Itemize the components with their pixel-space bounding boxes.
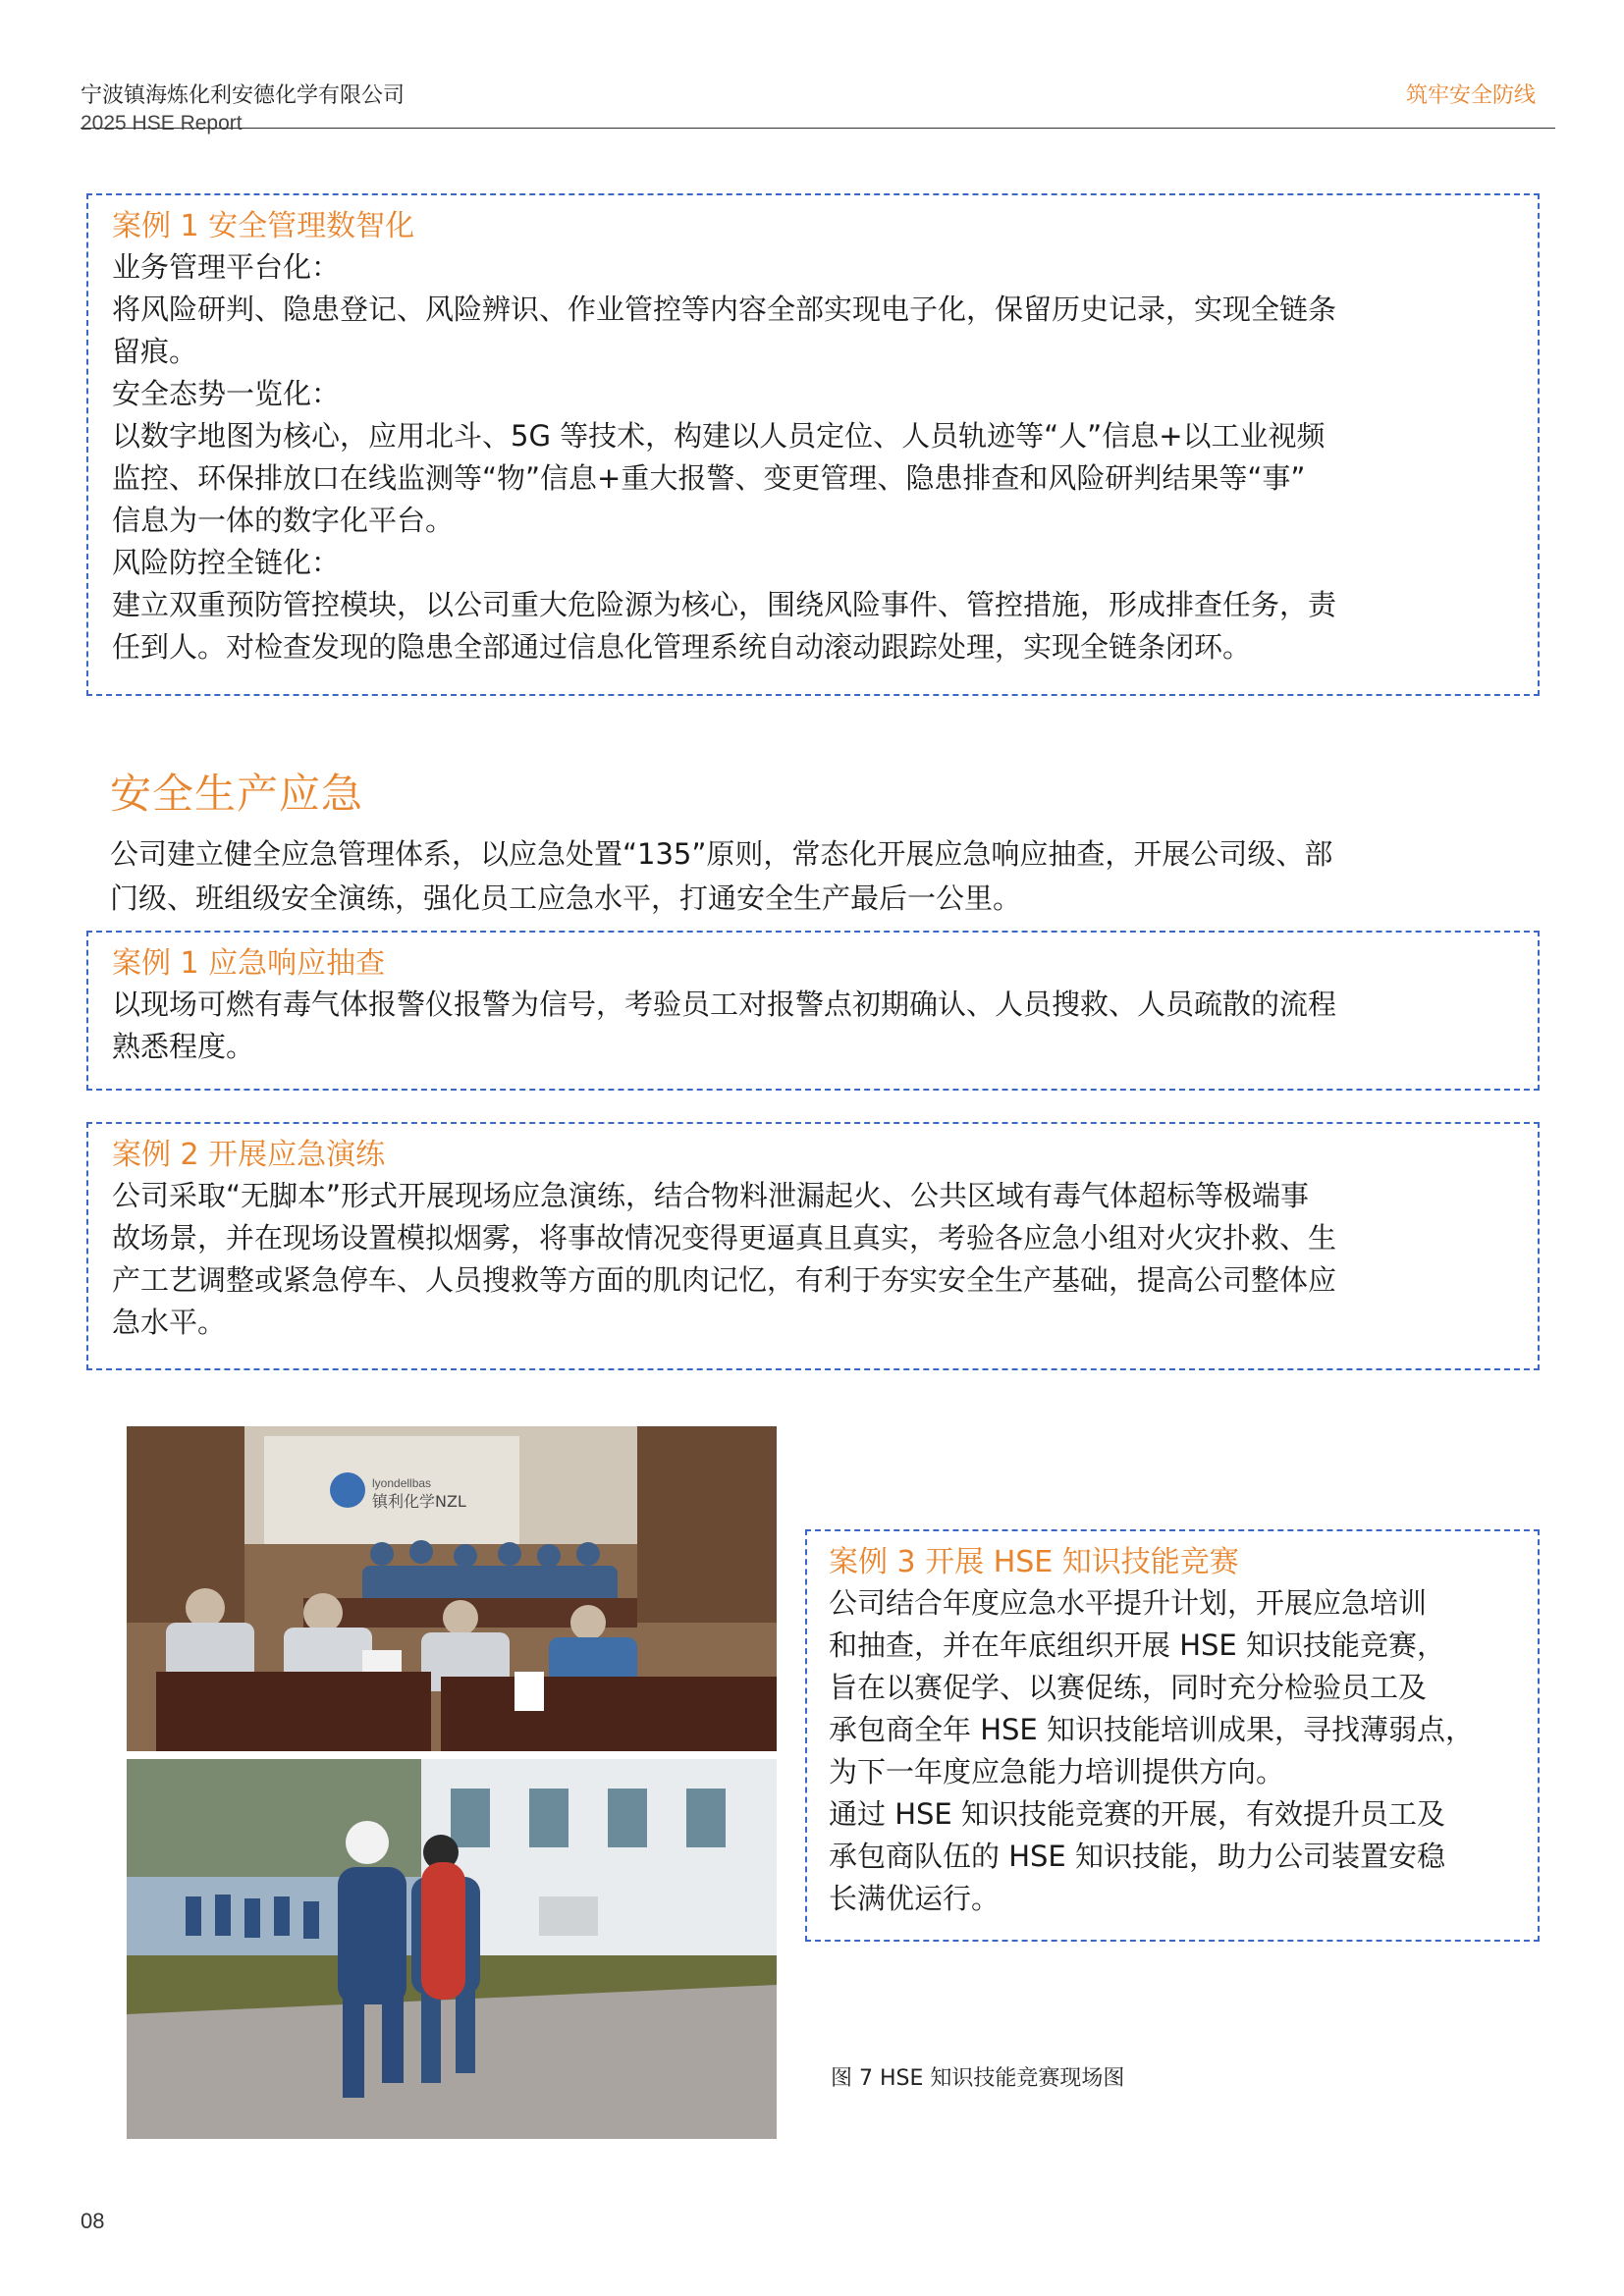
- photo-rescue-drill: [127, 1759, 777, 2139]
- case-line: 安全态势一览化：: [112, 377, 341, 410]
- case-line: 留痕。: [112, 335, 198, 368]
- case-box-emergency-response: [86, 931, 1540, 1091]
- case-line: 风险防控全链化：: [112, 546, 341, 579]
- case-line: 产工艺调整或紧急停车、人员搜救等方面的肌肉记忆，有利于夯实安全生产基础，提高公司整体应: [112, 1263, 1337, 1297]
- case-line: 信息为一体的数字化平台。: [112, 504, 455, 537]
- intro-line: 门级、班组级安全演练，强化员工应急水平，打通安全生产最后一公里。: [110, 881, 1022, 915]
- page-number: 08: [81, 2209, 105, 2233]
- case-line: 故场景，并在现场设置模拟烟雾，将事故情况变得更逼真且真实，考验各应急小组对火灾扑救、生: [112, 1221, 1337, 1255]
- header-company-name: 宁波镇海炼化利安德化学有限公司: [81, 83, 406, 108]
- case-line: 为下一年度应急能力培训提供方向。: [829, 1755, 1285, 1789]
- case-line: 长满优运行。: [829, 1882, 1001, 1915]
- case-line: 承包商全年 HSE 知识技能培训成果，寻找薄弱点，: [829, 1713, 1474, 1746]
- case-line: 将风险研判、隐患登记、风险辨识、作业管控等内容全部实现电子化，保留历史记录，实现全链条: [112, 293, 1337, 326]
- case-line: 建立双重预防管控模块，以公司重大危险源为核心，围绕风险事件、管控措施，形成排查任务，责: [112, 588, 1337, 621]
- case-title: 案例 3 开展 HSE 知识技能竞赛: [829, 1545, 1239, 1579]
- case-line: 以数字地图为核心，应用北斗、5G 等技术，构建以人员定位、人员轨迹等“人”信息+以工业视频: [112, 419, 1326, 453]
- case-box-emergency-drill: [86, 1122, 1540, 1370]
- case-line: 急水平。: [112, 1306, 227, 1339]
- header-divider: [81, 128, 1555, 129]
- svg-text:镇利化学NZL: 镇利化学NZL: [372, 1492, 466, 1511]
- case-line: 通过 HSE 知识技能竞赛的开展，有效提升员工及: [829, 1797, 1445, 1831]
- header-report-label: 2025 HSE Report: [81, 112, 243, 134]
- case-title: 案例 1 应急响应抽查: [112, 946, 386, 981]
- section-title: 安全生产应急: [110, 770, 364, 818]
- case-line: 公司结合年度应急水平提升计划，开展应急培训: [829, 1586, 1428, 1620]
- section-intro: [110, 832, 1534, 921]
- case-box-digital-management: [86, 193, 1540, 696]
- figure-caption: 图 7 HSE 知识技能竞赛现场图: [831, 2066, 1125, 2091]
- case-line: 公司采取“无脚本”形式开展现场应急演练，结合物料泄漏起火、公共区域有毒气体超标等极端事: [112, 1179, 1310, 1212]
- case-line: 旨在以赛促学、以赛促练，同时充分检验员工及: [829, 1671, 1428, 1704]
- case-line: 和抽查，并在年底组织开展 HSE 知识技能竞赛，: [829, 1629, 1445, 1662]
- photo-competition-classroom: [127, 1426, 777, 1751]
- case-line: 以现场可燃有毒气体报警仪报警为信号，考验员工对报警点初期确认、人员搜救、人员疏散的流程: [112, 988, 1337, 1021]
- case-line: 承包商队伍的 HSE 知识技能，助力公司装置安稳: [829, 1840, 1445, 1873]
- case-box-hse-competition: [805, 1529, 1540, 1942]
- header-section-tag: 筑牢安全防线: [1405, 83, 1536, 108]
- intro-line: 公司建立健全应急管理体系，以应急处置“135”原则，常态化开展应急响应抽查，开展公司级、部: [110, 837, 1333, 871]
- case-line: 熟悉程度。: [112, 1030, 255, 1063]
- case-title: 案例 2 开展应急演练: [112, 1138, 386, 1172]
- case-line: 业务管理平台化：: [112, 250, 341, 284]
- svg-text:lyondellbas: lyondellbas: [372, 1476, 432, 1490]
- case-title: 案例 1 安全管理数智化: [112, 209, 415, 243]
- case-line: 任到人。对检查发现的隐患全部通过信息化管理系统自动滚动跟踪处理，实现全链条闭环。: [112, 630, 1252, 664]
- case-line: 监控、环保排放口在线监测等“物”信息+重大报警、变更管理、隐患排查和风险研判结果等“事”: [112, 461, 1306, 495]
